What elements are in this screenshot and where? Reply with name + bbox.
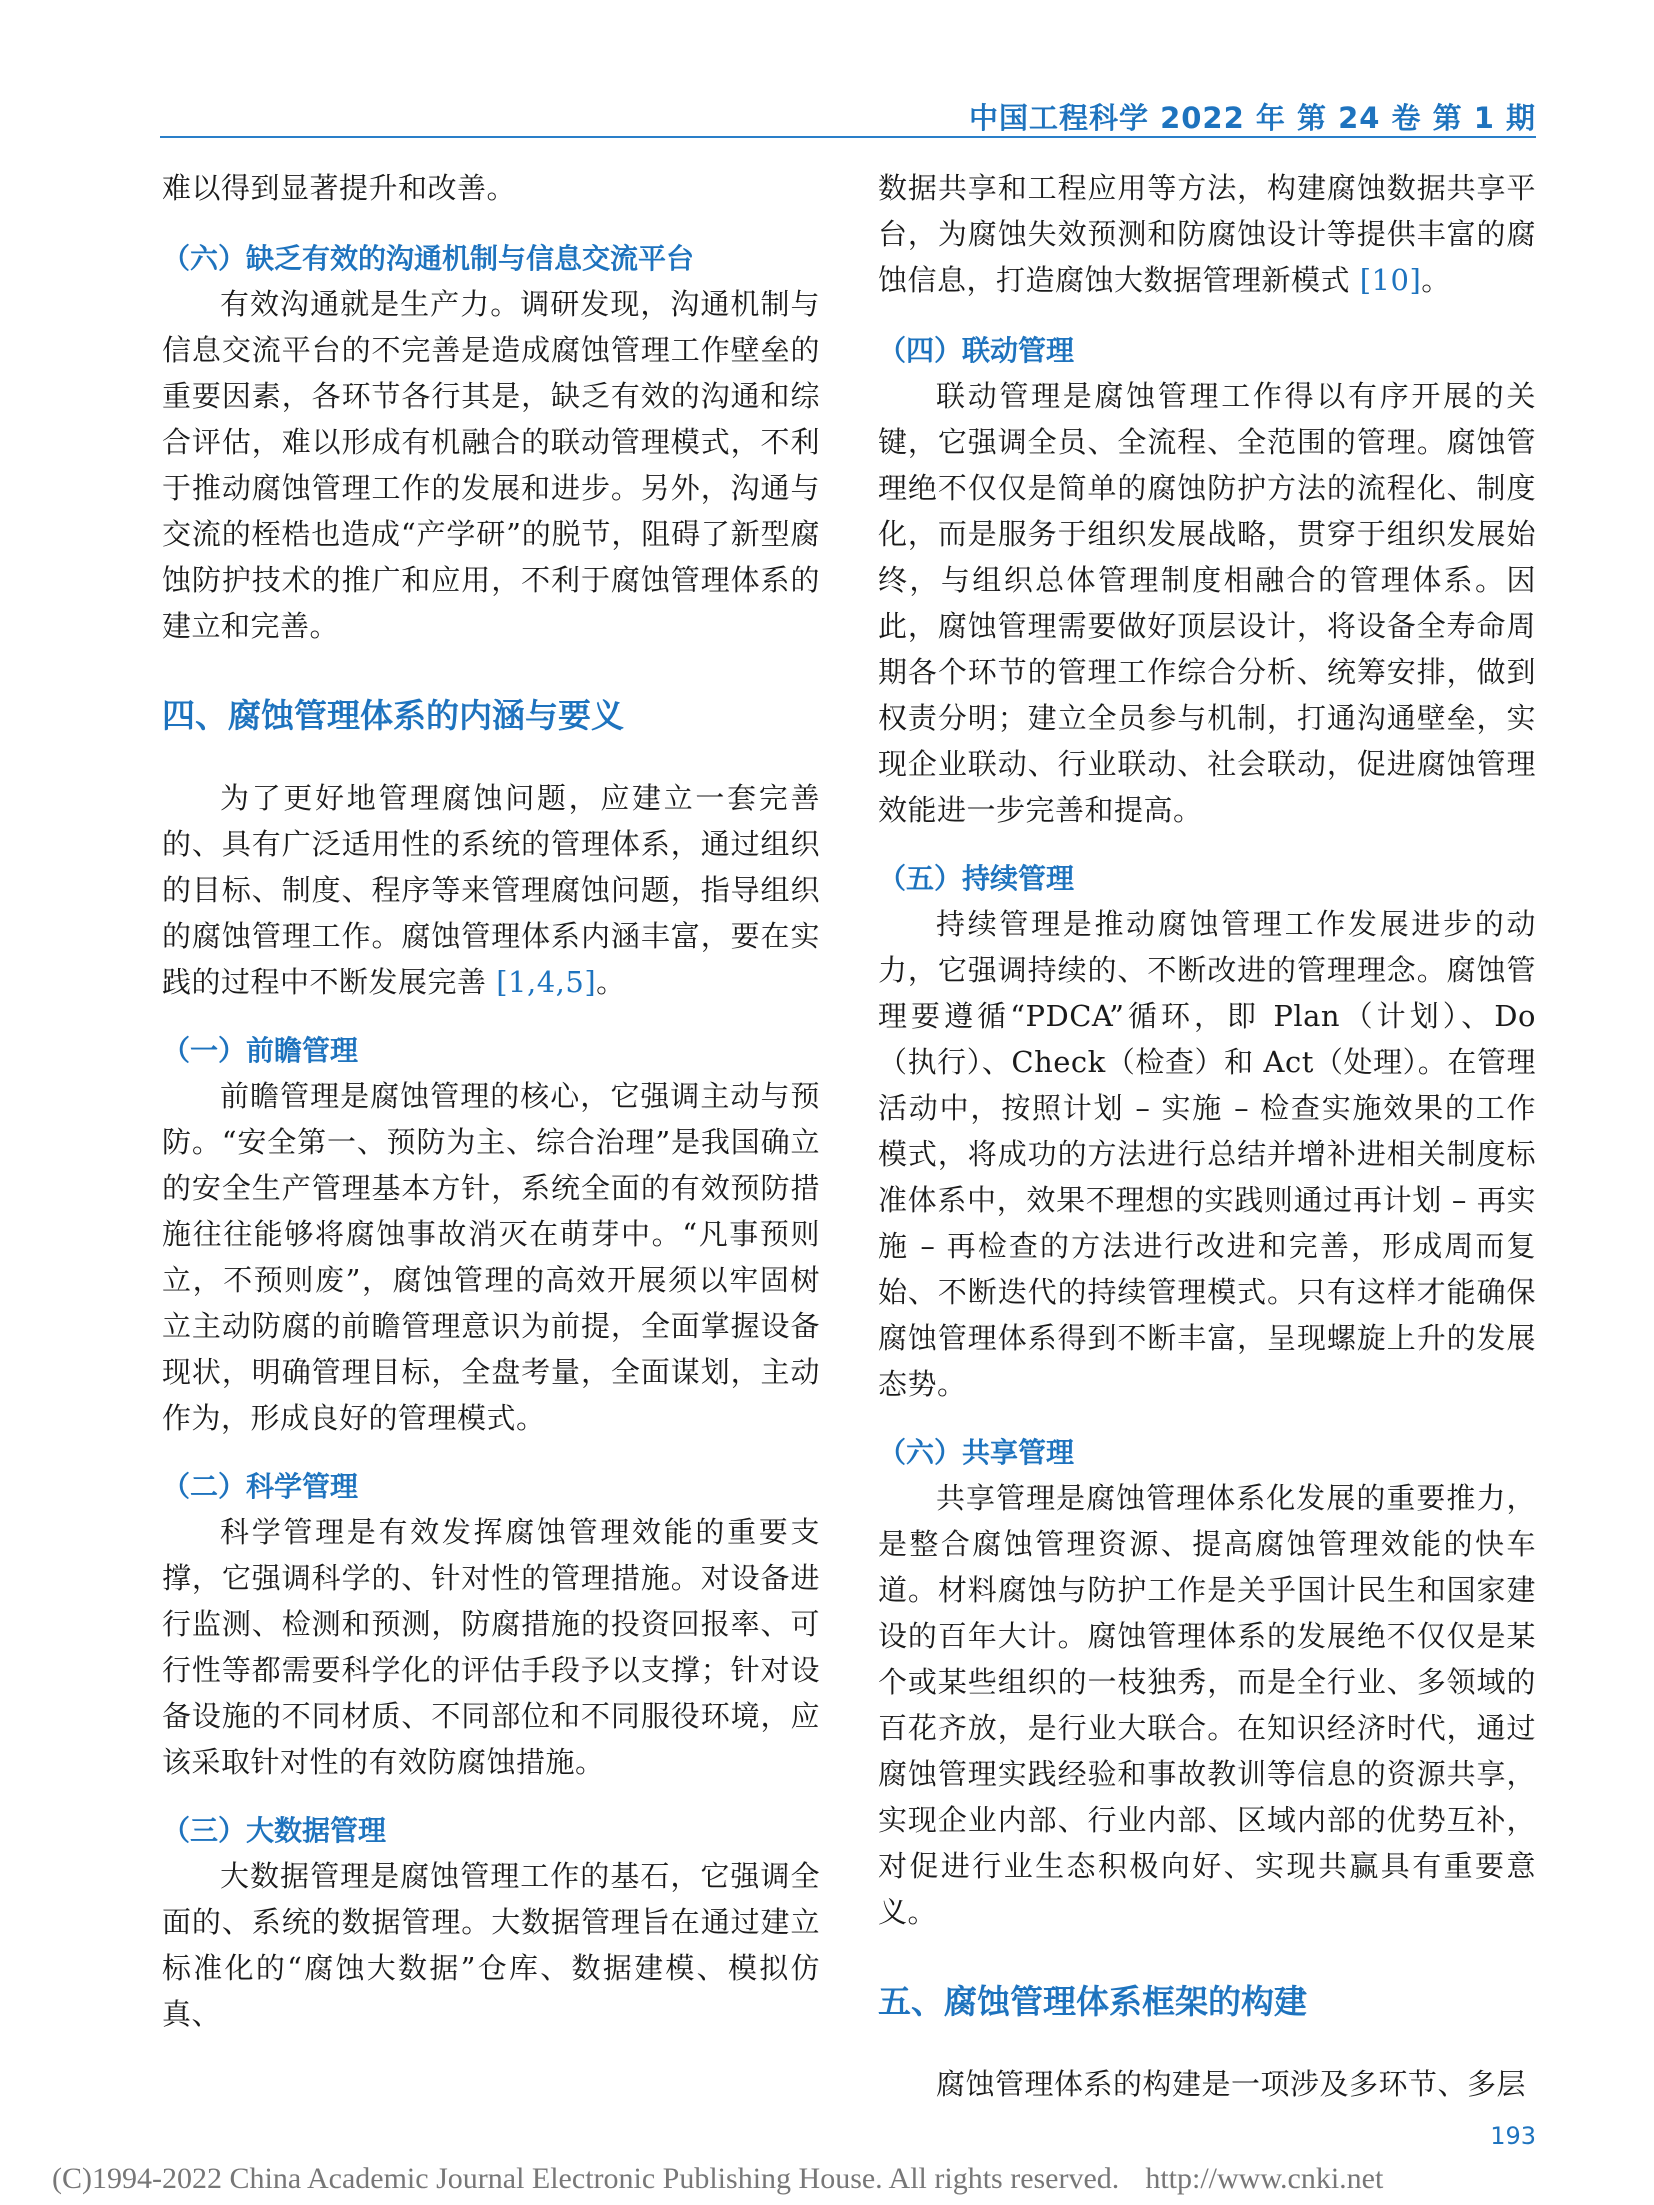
- subsection-heading-proactive: （一）前瞻管理: [162, 1034, 359, 1067]
- paragraph-communication: 有效沟通就是生产力。调研发现，沟通机制与信息交流平台的不完善是造成腐蚀管理工作壁垒的重要因素，各环节各行其是，缺乏有效的沟通和综合评估，难以形成有机融合的联动管理模式，不利于推动腐蚀管理工作的发展和进步。另外，沟通与交流的桎梏也造成“产学研”的脱节，阻碍了新型腐蚀防护技术的推广和应用，不利于腐蚀管理体系的建立和完善。: [162, 287, 820, 643]
- section-heading-4: 四、腐蚀管理体系的内涵与要义: [162, 696, 624, 735]
- page-number: 193: [1490, 2122, 1536, 2150]
- paragraph-linkage: 联动管理是腐蚀管理工作得以有序开展的关键，它强调全员、全流程、全范围的管理。腐蚀管理绝不仅仅是简单的腐蚀防护方法的流程化、制度化，而是服务于组织发展战略，贯穿于组织发展始终，与组织总体管理制度相融合的管理体系。因此，腐蚀管理需要做好顶层设计，将设备全寿命周期各个环节的管理工作综合分析、统筹安排，做到权责分明；建立全员参与机制，打通沟通壁垒，实现企业联动、行业联动、社会联动，促进腐蚀管理效能进一步完善和提高。: [878, 379, 1536, 827]
- section-heading-5: 五、腐蚀管理体系框架的构建: [878, 1982, 1307, 2021]
- paragraph-bigdata-continued-end: 。: [1421, 263, 1451, 297]
- subsection-heading-scientific: （二）科学管理: [162, 1470, 359, 1503]
- paragraph-section-4: [162, 775, 820, 1005]
- subsection-heading-communication: （六）缺乏有效的沟通机制与信息交流平台: [162, 242, 695, 275]
- paragraph-proactive: 前瞻管理是腐蚀管理的核心，它强调主动与预防。“安全第一、预防为主、综合治理”是我国确立的安全生产管理基本方针，系统全面的有效预防措施往往能够将腐蚀事故消灭在萌芽中。“凡事预则立，不预则废”，腐蚀管理的高效开展须以牢固树立主动防腐的前瞻管理意识为前提，全面掌握设备现状，明确管理目标，全盘考量，全面谋划，主动作为，形成良好的管理模式。: [162, 1079, 820, 1435]
- citation-link[interactable]: [1,4,5]: [496, 965, 597, 999]
- paragraph-continuous: 持续管理是推动腐蚀管理工作发展进步的动力，它强调持续的、不断改进的管理理念。腐蚀管理要遵循“PDCA”循环，即 Plan（计划）、Do（执行）、Check（检查）和 Act（处理）。在管理活动中，按照计划 – 实施 – 检查实施效果的工作模式，将成功的方法进行总结并增补进相关制度标准体系中，效果不理想的实践则通过再计划 – 再实施 – 再检查的方法进行改进和完善，形成周而复始、不断迭代的持续管理模式。只有这样才能确保腐蚀管理体系得到不断丰富，呈现螺旋上升的发展态势。: [878, 907, 1536, 1401]
- subsection-heading-bigdata: （三）大数据管理: [162, 1814, 387, 1847]
- cnki-link[interactable]: http://www.cnki.net: [1145, 2162, 1384, 2195]
- paragraph-bigdata: 大数据管理是腐蚀管理工作的基石，它强调全面的、系统的数据管理。大数据管理旨在通过建立标准化的“腐蚀大数据”仓库、数据建模、模拟仿真、: [162, 1859, 820, 2031]
- continued-paragraph: 难以得到显著提升和改善。: [162, 171, 517, 205]
- copyright-text: (C)1994-2022 China Academic Journal Electronic Publishing House. All rights reserved.: [52, 2162, 1120, 2195]
- right-column: [878, 165, 1536, 2107]
- paragraph-bigdata-continued: [878, 165, 1536, 303]
- paragraph-section-4-text: 为了更好地管理腐蚀问题，应建立一套完善的、具有广泛适用性的系统的管理体系，通过组织的目标、制度、程序等来管理腐蚀问题，指导组织的腐蚀管理工作。腐蚀管理体系内涵丰富，要在实践的过程中不断发展完善: [162, 781, 820, 999]
- left-column: [162, 165, 820, 2037]
- copyright-footer: [52, 2162, 1383, 2196]
- paragraph-section-5: 腐蚀管理体系的构建是一项涉及多环节、多层: [936, 2067, 1527, 2101]
- subsection-heading-continuous: （五）持续管理: [878, 862, 1075, 895]
- subsection-heading-sharing: （六）共享管理: [878, 1436, 1075, 1469]
- paragraph-scientific: 科学管理是有效发挥腐蚀管理效能的重要支撑，它强调科学的、针对性的管理措施。对设备进行监测、检测和预测，防腐措施的投资回报率、可行性等都需要科学化的评估手段予以支撑；针对设备设施的不同材质、不同部位和不同服役环境，应该采取针对性的有效防腐蚀措施。: [162, 1515, 820, 1779]
- paragraph-bigdata-continued-text: 数据共享和工程应用等方法，构建腐蚀数据共享平台，为腐蚀失效预测和防腐蚀设计等提供丰富的腐蚀信息，打造腐蚀大数据管理新模式: [878, 171, 1536, 297]
- journal-header: 中国工程科学 2022 年 第 24 卷 第 1 期: [968, 101, 1536, 135]
- header-divider: [160, 136, 1536, 138]
- citation-link[interactable]: [10]: [1359, 263, 1422, 297]
- paragraph-section-4-end: 。: [596, 965, 626, 999]
- paragraph-sharing: 共享管理是腐蚀管理体系化发展的重要推力，是整合腐蚀管理资源、提高腐蚀管理效能的快车道。材料腐蚀与防护工作是关乎国计民生和国家建设的百年大计。腐蚀管理体系的发展绝不仅仅是某个或某些组织的一枝独秀，而是全行业、多领域的百花齐放，是行业大联合。在知识经济时代，通过腐蚀管理实践经验和事故教训等信息的资源共享，实现企业内部、行业内部、区域内部的优势互补，对促进行业生态积极向好、实现共赢具有重要意义。: [878, 1481, 1536, 1929]
- subsection-heading-linkage: （四）联动管理: [878, 334, 1075, 367]
